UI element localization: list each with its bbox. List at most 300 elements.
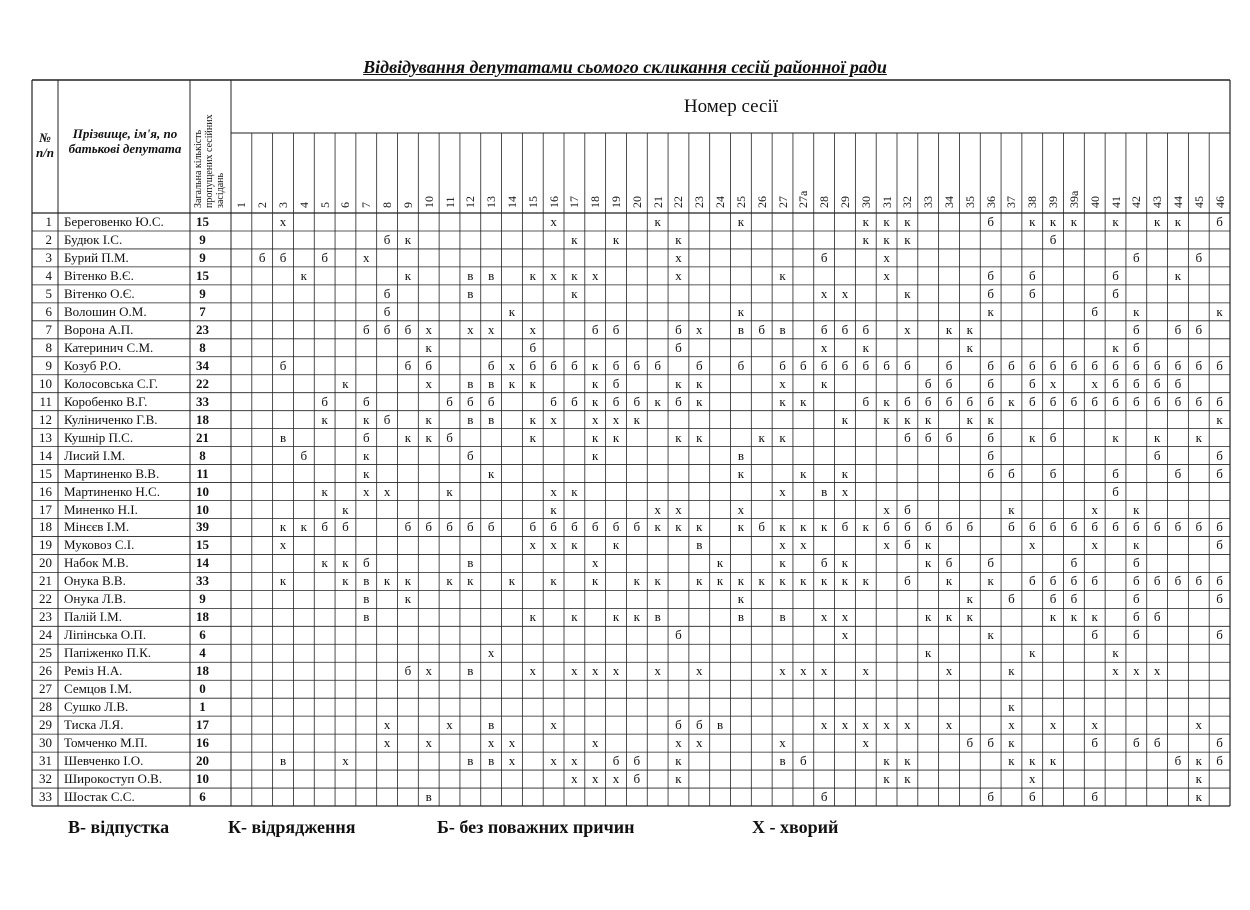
deputy-name: Мартиненко Н.С. [64, 483, 160, 499]
attendance-mark: б [1028, 375, 1036, 391]
attendance-mark: б [633, 771, 641, 787]
attendance-mark: к [737, 591, 745, 607]
attendance-mark: б [1112, 519, 1119, 535]
attendance-mark: к [696, 429, 703, 445]
attendance-mark: б [1216, 591, 1223, 607]
attendance-mark: х [487, 645, 495, 661]
attendance-mark: б [612, 321, 620, 337]
deputy-name: Куліниченко Г.В. [64, 411, 158, 427]
attendance-mark: б [675, 717, 682, 733]
attendance-mark: х [1029, 771, 1036, 787]
attendance-mark: в [467, 753, 474, 769]
attendance-mark: х [508, 357, 516, 373]
attendance-mark: б [1153, 393, 1161, 409]
attendance-mark: к [1008, 393, 1015, 409]
attendance-mark: х [654, 663, 661, 679]
deputy-name: Томченко М.П. [64, 735, 148, 751]
attendance-mark: к [571, 231, 578, 247]
attendance-mark: к [925, 645, 932, 661]
attendance-mark: б [1049, 465, 1057, 481]
session-number: 38 [1025, 196, 1040, 208]
attendance-mark: х [862, 717, 870, 733]
attendance-mark: б [487, 393, 495, 409]
attendance-mark: б [1216, 537, 1223, 553]
session-number: 10 [421, 196, 436, 208]
attendance-mark: б [529, 519, 537, 535]
attendance-mark: в [737, 609, 744, 625]
session-number: 39а [1066, 190, 1081, 208]
attendance-mark: к [592, 573, 599, 589]
row-number: 31 [39, 753, 52, 769]
attendance-mark: б [945, 429, 953, 445]
session-number: 36 [983, 196, 998, 208]
attendance-mark: к [696, 393, 703, 409]
attendance-mark: б [1153, 375, 1161, 391]
session-number: 1 [234, 202, 249, 208]
attendance-mark: б [383, 285, 391, 301]
attendance-mark: х [487, 735, 495, 751]
attendance-mark: б [841, 321, 849, 337]
attendance-mark: х [383, 735, 391, 751]
attendance-mark: к [800, 519, 807, 535]
attendance-mark: х [1195, 717, 1203, 733]
attendance-mark: х [820, 285, 828, 301]
attendance-mark: б [591, 519, 599, 535]
attendance-mark: к [321, 555, 328, 571]
session-number: 14 [504, 196, 519, 208]
attendance-mark: б [1133, 573, 1140, 589]
attendance-mark: б [1091, 303, 1099, 319]
attendance-mark: б [1028, 267, 1036, 283]
session-number: 20 [629, 196, 644, 208]
attendance-mark: в [488, 375, 495, 391]
attendance-mark: б [966, 393, 974, 409]
attendance-mark: б [924, 375, 932, 391]
row-number: 32 [39, 771, 52, 787]
session-number: 11 [442, 196, 457, 208]
attendance-mark: х [779, 483, 786, 499]
absence-total: 21 [196, 429, 209, 445]
attendance-mark: к [737, 303, 745, 319]
attendance-mark: к [342, 501, 349, 517]
attendance-mark: б [1091, 519, 1099, 535]
attendance-mark: б [987, 447, 994, 463]
attendance-mark: х [425, 375, 432, 391]
attendance-mark: х [612, 771, 620, 787]
attendance-mark: б [1174, 357, 1182, 373]
session-number: 9 [400, 202, 415, 208]
attendance-mark: к [342, 573, 349, 589]
attendance-mark: х [737, 501, 745, 517]
attendance-mark: к [1195, 789, 1202, 805]
attendance-mark: к [1195, 429, 1202, 445]
session-number: 8 [380, 202, 395, 208]
attendance-mark: х [425, 663, 432, 679]
attendance-mark: х [1049, 375, 1057, 391]
deputy-name: Широкоступ О.В. [64, 771, 163, 787]
absence-total: 39 [196, 519, 209, 535]
session-number: 37 [1004, 196, 1019, 208]
session-number: 32 [900, 196, 915, 208]
attendance-mark: х [945, 717, 953, 733]
absence-total: 33 [196, 393, 209, 409]
attendance-mark: б [695, 717, 703, 733]
attendance-mark: б [862, 321, 870, 337]
attendance-mark: к [841, 465, 849, 481]
attendance-mark: б [987, 735, 994, 751]
attendance-mark: к [612, 231, 620, 247]
attendance-mark: к [654, 393, 661, 409]
attendance-mark: б [633, 519, 641, 535]
legend-vacation: В- відпустка [68, 817, 170, 837]
attendance-mark: б [1195, 357, 1203, 373]
attendance-mark: х [800, 537, 807, 553]
deputy-name: Тиска Л.Я. [64, 717, 124, 733]
attendance-mark: х [1091, 537, 1098, 553]
deputy-name: Бурий П.М. [64, 249, 129, 265]
attendance-mark: х [779, 735, 786, 751]
attendance-mark: б [425, 519, 433, 535]
attendance-mark: к [508, 375, 516, 391]
attendance-mark: б [945, 357, 953, 373]
attendance-mark: в [467, 663, 474, 679]
session-number: 27 [775, 196, 790, 208]
attendance-mark: б [1133, 519, 1140, 535]
attendance-mark: к [654, 573, 661, 589]
attendance-mark: к [862, 519, 869, 535]
attendance-mark: б [1216, 465, 1223, 481]
attendance-mark: в [737, 321, 744, 337]
attendance-mark: к [1049, 753, 1057, 769]
attendance-mark: к [1008, 501, 1015, 517]
attendance-mark: х [883, 249, 890, 265]
attendance-mark: х [696, 663, 703, 679]
attendance-mark: б [1070, 519, 1078, 535]
attendance-mark: б [529, 357, 537, 373]
attendance-mark: к [1174, 267, 1182, 283]
attendance-mark: к [945, 321, 953, 337]
absence-total: 15 [196, 267, 209, 283]
attendance-mark: б [883, 357, 890, 373]
attendance-mark: б [675, 321, 682, 337]
attendance-mark: к [592, 357, 599, 373]
attendance-mark: к [966, 591, 973, 607]
attendance-mark: б [258, 249, 266, 265]
attendance-mark: к [1153, 214, 1161, 229]
attendance-mark: б [1133, 609, 1140, 625]
session-number: 29 [837, 196, 852, 208]
attendance-mark: б [1174, 393, 1182, 409]
attendance-mark: б [1216, 627, 1223, 643]
attendance-mark: к [1216, 303, 1223, 319]
session-number: 21 [650, 196, 665, 208]
attendance-mark: х [383, 483, 391, 499]
attendance-mark: х [841, 285, 849, 301]
attendance-mark: к [1216, 411, 1223, 427]
attendance-mark: б [1133, 555, 1140, 571]
attendance-mark: б [862, 357, 870, 373]
attendance-mark: х [446, 717, 453, 733]
attendance-mark: б [342, 519, 349, 535]
attendance-mark: б [820, 321, 828, 337]
header-total: Загальна кількість пропущених сесійних засідань [193, 114, 226, 208]
attendance-mark: в [779, 609, 786, 625]
session-number: 41 [1108, 196, 1123, 208]
attendance-mark: к [966, 609, 973, 625]
attendance-mark: б [987, 393, 994, 409]
attendance-mark: б [945, 393, 953, 409]
attendance-mark: х [591, 411, 599, 427]
session-number: 35 [962, 196, 977, 208]
attendance-mark: к [675, 375, 682, 391]
attendance-mark: к [675, 519, 682, 535]
attendance-mark: х [550, 214, 557, 229]
attendance-mark: к [342, 555, 349, 571]
attendance-mark: х [696, 321, 703, 337]
attendance-mark: б [987, 789, 994, 805]
session-number: 31 [879, 196, 894, 208]
absence-total: 8 [199, 339, 206, 355]
session-number: 5 [317, 202, 332, 208]
attendance-mark: х [841, 483, 849, 499]
deputy-name: Реміз Н.А. [64, 663, 123, 679]
attendance-mark: в [488, 411, 495, 427]
attendance-mark: б [1070, 555, 1078, 571]
attendance-mark: к [925, 537, 932, 553]
attendance-mark: х [1029, 537, 1036, 553]
attendance-mark: к [737, 214, 745, 229]
attendance-mark: к [446, 483, 453, 499]
attendance-mark: б [612, 393, 620, 409]
session-number: 33 [921, 196, 936, 208]
attendance-mark: б [1008, 519, 1015, 535]
attendance-mark: б [987, 285, 994, 301]
attendance-mark: к [904, 214, 911, 229]
attendance-mark: в [467, 267, 474, 283]
attendance-mark: б [612, 375, 620, 391]
attendance-mark: к [1133, 501, 1140, 517]
deputy-name: Мінєєв І.М. [64, 519, 130, 535]
session-number: 2 [255, 202, 270, 208]
attendance-mark: к [383, 573, 391, 589]
attendance-mark: б [550, 519, 557, 535]
attendance-mark: б [820, 555, 828, 571]
attendance-mark: х [467, 321, 474, 337]
absence-total: 9 [199, 231, 206, 247]
attendance-mark: б [987, 375, 994, 391]
row-number: 22 [39, 591, 52, 607]
attendance-mark: х [779, 663, 786, 679]
attendance-mark: б [571, 519, 578, 535]
attendance-mark: х [550, 411, 557, 427]
attendance-mark: к [779, 393, 786, 409]
attendance-mark: к [1112, 429, 1119, 445]
absence-total: 34 [196, 357, 209, 373]
attendance-mark: х [675, 249, 682, 265]
absence-total: 23 [196, 321, 209, 337]
attendance-mark: б [1008, 465, 1015, 481]
attendance-mark: к [592, 447, 599, 463]
attendance-mark: б [1091, 735, 1099, 751]
attendance-mark: к [529, 411, 536, 427]
attendance-mark: б [1091, 627, 1099, 643]
attendance-mark: б [1153, 609, 1161, 625]
attendance-mark: б [675, 339, 682, 355]
row-number: 5 [45, 285, 52, 301]
attendance-mark: б [1070, 591, 1078, 607]
row-number: 16 [39, 483, 52, 499]
attendance-mark: б [612, 753, 620, 769]
attendance-mark: б [321, 249, 328, 265]
session-number: 27а [796, 190, 811, 208]
session-number: 6 [338, 202, 353, 208]
absence-total: 9 [199, 591, 206, 607]
attendance-mark: х [591, 663, 599, 679]
attendance-mark: х [820, 663, 828, 679]
attendance-mark: б [1153, 573, 1161, 589]
attendance-mark: к [987, 303, 994, 319]
attendance-mark: в [821, 483, 828, 499]
attendance-mark: к [925, 555, 932, 571]
attendance-mark: к [1133, 537, 1140, 553]
attendance-mark: б [758, 321, 766, 337]
attendance-mark: б [362, 555, 370, 571]
attendance-mark: х [675, 267, 682, 283]
row-number: 10 [39, 375, 52, 391]
attendance-mark: б [425, 357, 433, 373]
attendance-mark: к [571, 267, 578, 283]
attendance-mark: к [1112, 339, 1119, 355]
row-number: 33 [39, 789, 52, 805]
attendance-mark: к [904, 285, 911, 301]
attendance-mark: б [1153, 735, 1161, 751]
attendance-mark: к [633, 411, 640, 427]
attendance-mark: х [529, 663, 537, 679]
attendance-mark: х [591, 267, 599, 283]
deputy-name: Онука В.В. [64, 573, 126, 589]
attendance-mark: к [404, 591, 412, 607]
header-no: № п/п [35, 130, 55, 160]
attendance-mark: х [279, 537, 287, 553]
absence-total: 22 [196, 375, 209, 391]
absence-total: 9 [199, 249, 206, 265]
row-number: 4 [45, 267, 52, 283]
attendance-mark: к [404, 573, 412, 589]
attendance-mark: б [1153, 357, 1161, 373]
attendance-mark: б [1216, 357, 1223, 373]
attendance-mark: х [550, 537, 557, 553]
attendance-mark: х [425, 735, 432, 751]
attendance-mark: к [966, 339, 973, 355]
attendance-mark: к [529, 267, 536, 283]
attendance-mark: к [1029, 429, 1036, 445]
header-name: Прізвище, ім'я, по батькові депутата [68, 126, 182, 156]
attendance-mark: х [800, 663, 807, 679]
session-number: 46 [1212, 196, 1227, 208]
attendance-mark: к [1049, 609, 1057, 625]
attendance-mark: б [966, 735, 974, 751]
attendance-mark: б [904, 393, 911, 409]
attendance-mark: б [1216, 573, 1223, 589]
attendance-mark: в [488, 267, 495, 283]
attendance-mark: к [800, 465, 807, 481]
attendance-mark: х [1112, 663, 1119, 679]
attendance-mark: б [279, 249, 287, 265]
attendance-mark: к [675, 753, 682, 769]
attendance-mark: б [467, 447, 474, 463]
attendance-mark: б [591, 321, 599, 337]
attendance-mark: б [904, 537, 911, 553]
attendance-mark: б [362, 321, 370, 337]
attendance-mark: б [1028, 573, 1036, 589]
attendance-mark: х [883, 501, 890, 517]
attendance-mark: к [737, 519, 745, 535]
absence-total: 18 [196, 609, 209, 625]
attendance-mark: х [779, 537, 786, 553]
attendance-mark: х [696, 735, 703, 751]
absence-total: 8 [199, 447, 206, 463]
deputy-name: Колосовська С.Г. [64, 375, 159, 391]
attendance-mark: х [1049, 717, 1057, 733]
attendance-mark: к [945, 609, 953, 625]
attendance-mark: к [550, 573, 557, 589]
attendance-mark: б [1112, 357, 1119, 373]
attendance-mark: б [404, 357, 412, 373]
attendance-mark: б [1174, 519, 1182, 535]
attendance-mark: к [696, 573, 703, 589]
attendance-mark: х [508, 735, 516, 751]
absence-total: 7 [199, 303, 206, 319]
attendance-mark: б [446, 429, 453, 445]
attendance-mark: х [550, 483, 557, 499]
session-number: 44 [1170, 196, 1185, 208]
attendance-mark: б [675, 393, 682, 409]
row-number: 18 [39, 519, 52, 535]
attendance-mark: б [404, 321, 412, 337]
attendance-mark: б [904, 573, 911, 589]
attendance-mark: х [675, 501, 682, 517]
attendance-mark: б [1049, 573, 1057, 589]
attendance-mark: в [279, 429, 287, 445]
attendance-mark: б [758, 519, 766, 535]
attendance-mark: б [1216, 447, 1223, 463]
attendance-mark: б [987, 357, 994, 373]
attendance-mark: б [1133, 627, 1140, 643]
absence-total: 17 [196, 717, 209, 733]
attendance-mark: б [383, 321, 391, 337]
attendance-mark: в [467, 375, 474, 391]
row-number: 15 [39, 465, 52, 481]
attendance-mark: б [279, 357, 287, 373]
legend-no-reason: Б- без поважних причин [437, 817, 635, 837]
attendance-mark: к [1091, 609, 1098, 625]
attendance-mark: к [487, 465, 495, 481]
attendance-mark: к [758, 573, 765, 589]
row-number: 12 [39, 411, 52, 427]
attendance-mark: х [779, 375, 786, 391]
attendance-mark: х [820, 717, 828, 733]
session-number: 40 [1087, 196, 1102, 208]
attendance-mark: к [925, 609, 932, 625]
attendance-mark: к [675, 771, 682, 787]
attendance-mark: к [425, 339, 432, 355]
attendance-mark: к [737, 573, 745, 589]
attendance-mark: б [1070, 573, 1078, 589]
row-number: 17 [39, 501, 52, 517]
attendance-mark: к [592, 375, 599, 391]
attendance-mark: х [342, 753, 349, 769]
attendance-mark: б [1091, 357, 1099, 373]
